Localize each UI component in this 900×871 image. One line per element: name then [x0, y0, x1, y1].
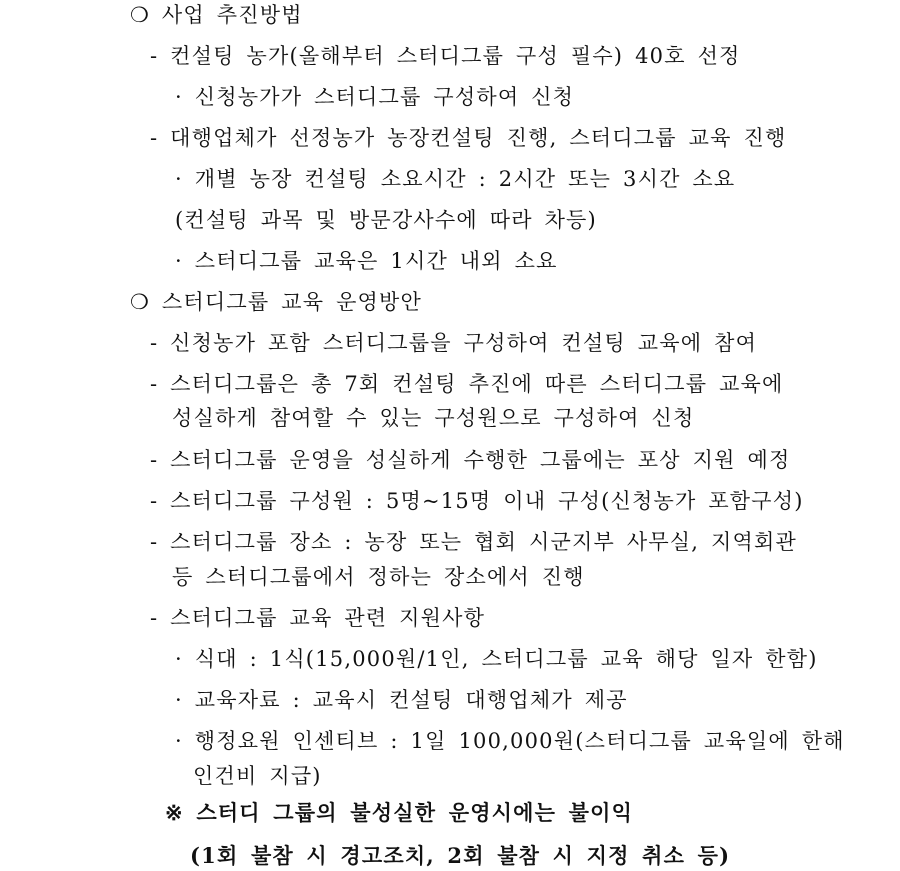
dot-bullet: · — [175, 85, 195, 109]
sub-item — [175, 84, 574, 110]
list-item-text: 컨설팅 농가(올해부터 스터디그룹 구성 필수) 40호 선정 — [170, 44, 741, 68]
list-item — [150, 125, 786, 151]
dot-bullet: · — [175, 167, 195, 191]
list-item — [150, 488, 804, 514]
list-item — [150, 529, 797, 555]
list-item-continuation: 성실하게 참여할 수 있는 구성원으로 구성하여 신청 — [172, 406, 695, 430]
list-item — [150, 43, 741, 69]
dash-bullet: - — [150, 44, 171, 68]
section-heading-text: 사업 추진방법 — [161, 3, 303, 27]
dash-bullet: - — [150, 126, 171, 150]
circle-bullet-icon: ❍ — [130, 3, 151, 27]
dot-bullet: · — [175, 249, 195, 273]
sub-item — [175, 166, 735, 192]
list-item-text: 스터디그룹 구성원 : 5명~15명 이내 구성(신청농가 포함구성) — [170, 489, 804, 513]
list-item-text: 신청농가 포함 스터디그룹을 구성하여 컨설팅 교육에 참여 — [170, 331, 758, 355]
sub-item — [175, 646, 818, 672]
sub-item — [175, 248, 558, 274]
dash-bullet: - — [150, 606, 171, 630]
list-item — [150, 605, 485, 631]
list-item — [150, 371, 784, 397]
warning-note-detail: (1회 불참 시 경고조치, 2회 불참 시 지정 취소 등) — [190, 843, 731, 868]
sub-item-text: 교육자료 : 교육시 컨설팅 대행업체가 제공 — [194, 688, 628, 712]
list-item-text: 스터디그룹 운영을 성실하게 수행한 그룹에는 포상 지원 예정 — [170, 448, 791, 472]
sub-item-text: 스터디그룹 교육은 1시간 내외 소요 — [194, 249, 558, 273]
dash-bullet: - — [150, 530, 171, 554]
dash-bullet: - — [150, 331, 171, 355]
sub-item-text: 행정요원 인센티브 : 1일 100,000원(스터디그룹 교육일에 한해 — [194, 729, 845, 753]
sub-item-continuation: 인건비 지급) — [193, 764, 322, 788]
list-item — [150, 330, 757, 356]
circle-bullet-icon: ❍ — [130, 290, 151, 314]
list-item-text: 스터디그룹 교육 관련 지원사항 — [170, 606, 486, 630]
reference-mark-icon: ※ — [165, 800, 184, 825]
section-heading — [130, 2, 303, 28]
dash-bullet: - — [150, 489, 171, 513]
warning-note — [165, 800, 633, 826]
sub-item — [175, 687, 628, 713]
sub-item — [175, 728, 845, 754]
list-item-text: 스터디그룹은 총 7회 컨설팅 추진에 따른 스터디그룹 교육에 — [170, 372, 784, 396]
sub-item-text: 개별 농장 컨설팅 소요시간 : 2시간 또는 3시간 소요 — [194, 167, 736, 191]
dot-bullet: · — [175, 729, 195, 753]
dot-bullet: · — [175, 688, 195, 712]
sub-item-text: 신청농가가 스터디그룹 구성하여 신청 — [194, 85, 575, 109]
section-heading-text: 스터디그룹 교육 운영방안 — [161, 290, 423, 314]
list-item — [150, 447, 790, 473]
dash-bullet: - — [150, 372, 171, 396]
sub-item-text: 식대 : 1식(15,000원/1인, 스터디그룹 교육 해당 일자 한함) — [194, 647, 818, 671]
section-heading — [130, 289, 422, 315]
warning-note-text: 스터디 그룹의 불성실한 운영시에는 불이익 — [196, 800, 634, 825]
dash-bullet: - — [150, 448, 171, 472]
list-item-text: 스터디그룹 장소 : 농장 또는 협회 시군지부 사무실, 지역회관 — [170, 530, 797, 554]
list-item-text: 대행업체가 선정농가 농장컨설팅 진행, 스터디그룹 교육 진행 — [170, 126, 787, 150]
list-item-continuation: 등 스터디그룹에서 정하는 장소에서 진행 — [172, 565, 585, 589]
sub-item-continuation: (컨설팅 과목 및 방문강사수에 따라 차등) — [175, 208, 597, 232]
dot-bullet: · — [175, 647, 195, 671]
